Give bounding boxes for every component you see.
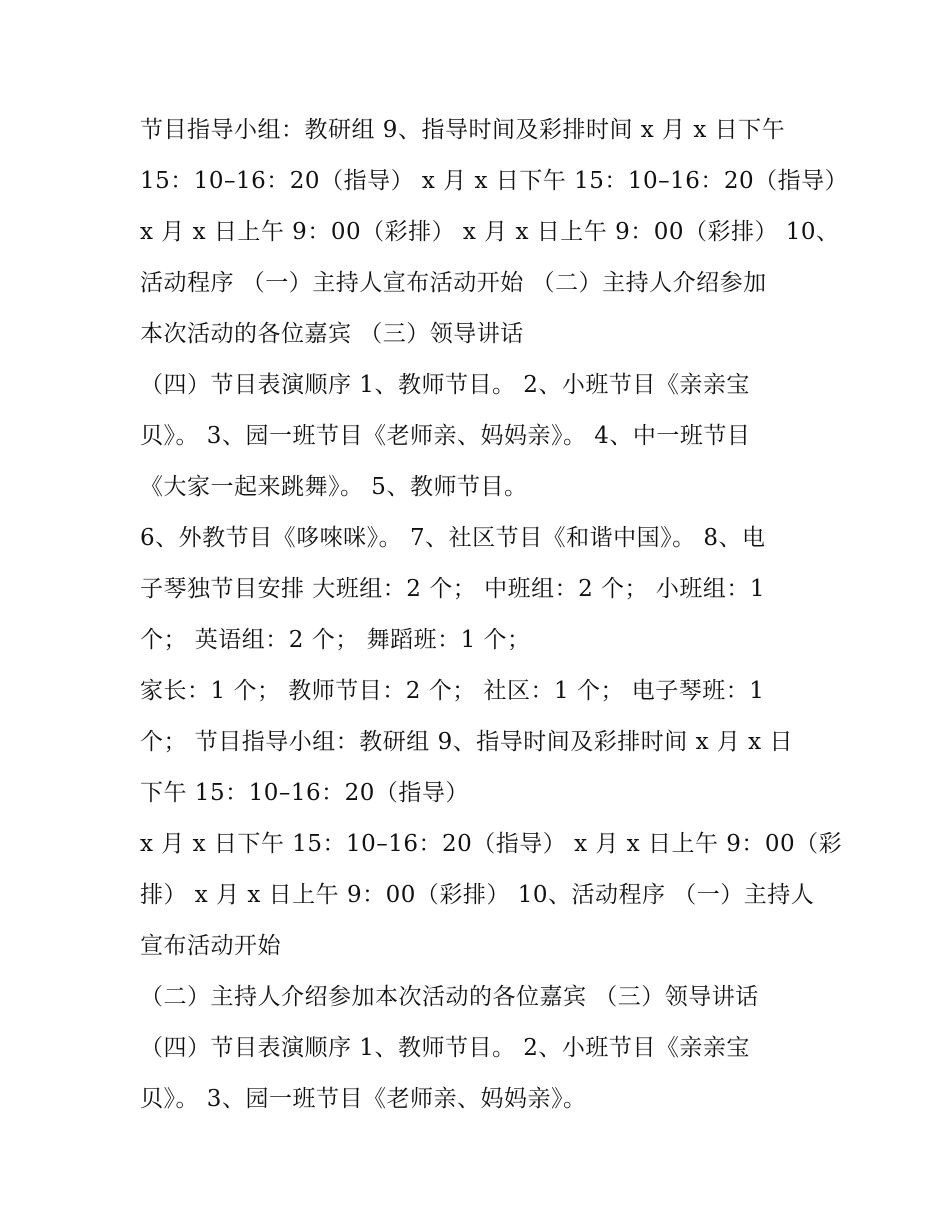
text-line: 下午 15：10–16：20（指导） bbox=[140, 780, 469, 806]
text-line: （二）主持人介绍参加本次活动的各位嘉宾 （三）领导讲话 bbox=[140, 984, 759, 1010]
text-line: x 月 x 日上午 9：00（彩排） x 月 x 日上午 9：00（彩排） 10、 bbox=[140, 219, 840, 245]
text-line: 节目指导小组：教研组 9、指导时间及彩排时间 x 月 x 日下午 bbox=[140, 117, 786, 143]
text-line: 个； 节目指导小组：教研组 9、指导时间及彩排时间 x 月 x 日 bbox=[140, 729, 793, 755]
text-line: （四）节目表演顺序 1、教师节目。 2、小班节目《亲亲宝 bbox=[140, 1035, 750, 1061]
text-line: 宣布活动开始 bbox=[140, 933, 281, 959]
text-line: 6、外教节目《哆唻咪》。 7、社区节目《和谐中国》。 8、电 bbox=[140, 525, 766, 551]
text-line: 本次活动的各位嘉宾 （三）领导讲话 bbox=[140, 321, 524, 347]
text-line: 15：10–16：20（指导） x 月 x 日下午 15：10–16：20（指导） bbox=[140, 168, 849, 194]
text-line: 贝》。 3、园一班节目《老师亲、妈妈亲》。 bbox=[140, 1086, 587, 1112]
text-line: （四）节目表演顺序 1、教师节目。 2、小班节目《亲亲宝 bbox=[140, 372, 750, 398]
text-line: 活动程序 （一）主持人宣布活动开始 （二）主持人介绍参加 bbox=[140, 270, 767, 296]
text-line: 子琴独节目安排 大班组：2 个； 中班组：2 个； 小班组：1 bbox=[140, 576, 765, 602]
text-line: 贝》。 3、园一班节目《老师亲、妈妈亲》。 4、中一班节目 bbox=[140, 423, 751, 449]
text-line: 《大家一起来跳舞》。 5、教师节目。 bbox=[140, 474, 528, 500]
text-line: 排） x 月 x 日上午 9：00（彩排） 10、活动程序 （一）主持人 bbox=[140, 882, 815, 908]
text-line: 家长：1 个； 教师节目：2 个； 社区：1 个； 电子琴班：1 bbox=[140, 678, 765, 704]
text-line: x 月 x 日下午 15：10–16：20（指导） x 月 x 日上午 9：00（彩 bbox=[140, 831, 843, 857]
text-line: 个； 英语组：2 个； 舞蹈班：1 个； bbox=[140, 627, 531, 653]
